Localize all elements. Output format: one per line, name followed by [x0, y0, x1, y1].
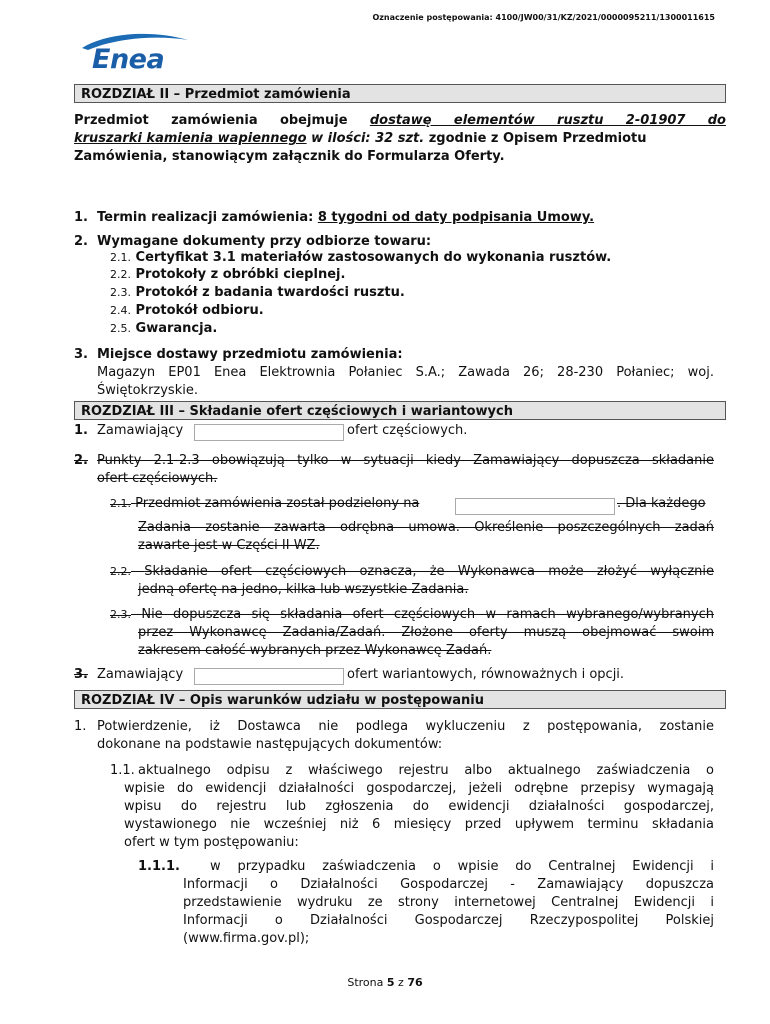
doc-text: Certyfikat 3.1 materiałów zastosowanych do wykonania rusztów.: [135, 250, 612, 265]
s2-intro: [74, 112, 726, 166]
s3-p23-line-3: zakresem całość wybranych przez Wykonawcę Zadań.: [138, 643, 492, 658]
s4-p111-line-2: Informacji o Działalności Gospodarczej - Zamawiający dopuszcza: [183, 877, 714, 892]
s3-p2-line-2: ofert częściowych.: [97, 471, 218, 486]
s4-p111-line-4: Informacji o Działalności Gospodarczej Rzeczypospolitej Polskiej: [183, 913, 714, 928]
doc-number: 2.3.: [110, 286, 131, 299]
doc-text: Gwarancja.: [135, 321, 218, 336]
s4-p111-num: 1.1.1.: [138, 859, 180, 874]
s3-p1-text-2: ofert częściowych.: [347, 423, 468, 438]
delivery-term-label: Termin realizacji zamówienia:: [97, 210, 318, 225]
delivery-address-2: Świętokrzyskie.: [97, 383, 198, 398]
s3-p2-line-1: Punkty 2.1-2.3 obowiązują tylko w sytuacji kiedy Zamawiający dopuszcza składanie: [97, 453, 714, 468]
s2-item-3-num: 3.: [74, 347, 88, 362]
s3-p3-text: Zamawiający: [97, 667, 184, 682]
s2-intro-text-2: zgodnie z Opisem Przedmiotu: [424, 131, 647, 146]
footer-sep: z: [394, 976, 408, 989]
s3-p21-text-2: . Dla każdego: [617, 496, 706, 511]
doc-number: 2.1.: [110, 251, 131, 264]
section-4-title: ROZDZIAŁ IV – Opis warunków udziału w postępowaniu: [74, 690, 726, 709]
s2-intro-subject-cont: kruszarki kamienia wapiennego: [74, 131, 307, 146]
tasks-count-field[interactable]: [455, 498, 615, 515]
delivery-term-value: 8 tygodni od daty podpisania Umowy.: [317, 210, 595, 225]
s4-p11-line-5: ofert w tym postępowaniu:: [124, 835, 299, 850]
s3-p21-line-2: Zadania zostanie zawarta odrębna umowa. Określenie poszczególnych zadań: [138, 520, 714, 535]
p22-text: Składanie ofert częściowych oznacza, że Wykonawca może złożyć wyłącznie: [144, 564, 714, 579]
s3-p1-text: Zamawiający: [97, 423, 184, 438]
s4-p11-line-1: aktualnego odpisu z właściwego rejestru albo aktualnego zaświadczenia o: [138, 763, 714, 778]
p22-number: 2.2.: [110, 565, 131, 578]
s2-doc-4: [110, 302, 264, 320]
s2-item-2-num: 2.: [74, 234, 88, 249]
doc-text: Protokół z badania twardości rusztu.: [135, 285, 405, 300]
s4-p1-line-2: dokonane na podstawie następujących dokumentów:: [97, 737, 443, 752]
s2-doc-3: [110, 284, 405, 302]
s2-item-1-num: 1.: [74, 210, 88, 225]
doc-text: Protokoły z obróbki cieplnej.: [135, 267, 346, 282]
s2-item-2: Wymagane dokumenty przy odbiorze towaru:: [97, 234, 432, 249]
s4-p111-line-5: (www.firma.gov.pl);: [183, 931, 310, 946]
s2-item-1: [97, 209, 594, 227]
footer-prefix: Strona: [347, 976, 387, 989]
total-pages: 76: [407, 976, 423, 989]
s2-item-3: Miejsce dostawy przedmiotu zamówienia:: [97, 347, 403, 362]
s4-p1-num: 1.: [74, 719, 87, 734]
s4-p111-line-1: w przypadku zaświadczenia o wpisie do Centralnej Ewidencji i: [210, 859, 714, 874]
case-number: Oznaczenie postępowania: 4100/JW00/31/KZ/2021/0000095211/1300011615: [372, 13, 715, 22]
delivery-address: Magazyn EP01 Enea Elektrownia Połaniec S.A.; Zawada 26; 28-230 Połaniec; woj.: [97, 365, 714, 380]
doc-number: 2.4.: [110, 304, 131, 317]
s2-intro-text: Przedmiot zamówienia obejmuje: [74, 113, 370, 128]
partial-offers-field[interactable]: [194, 424, 344, 441]
doc-text: Protokół odbioru.: [135, 303, 264, 318]
s3-p22-line-2: jedną ofertę na jedno, kilka lub wszystkie Zadania.: [138, 582, 469, 597]
s3-p23: [110, 606, 714, 624]
s3-p1-num: 1.: [74, 423, 88, 438]
s4-p1-line-1: Potwierdzenie, iż Dostawca nie podlega wykluczeniu z postępowania, zostanie: [97, 719, 714, 734]
variant-offers-field[interactable]: [194, 668, 344, 685]
s3-p3-num: 3.: [74, 667, 88, 682]
s3-p2-num: 2.: [74, 453, 88, 468]
s4-p11-line-4: wystawionego nie wcześniej niż 6 miesięcy przed upływem terminu składania: [124, 817, 714, 832]
s2-intro-subject: dostawę elementów rusztu 2-01907 do: [369, 113, 726, 128]
doc-number: 2.2.: [110, 268, 131, 281]
s3-p21-line-3: zawarte jest w Części II WZ.: [138, 538, 320, 553]
current-page: 5: [386, 976, 395, 989]
page-footer: [0, 976, 770, 989]
s3-p21: [110, 495, 419, 513]
s4-p11-line-2: wpisie do ewidencji działalności gospodarczej, jeżeli odrębne przepisy wymagają: [124, 781, 714, 796]
p23-text: Nie dopuszcza się składania ofert częściowych w ramach wybranego/wybranych: [141, 607, 714, 622]
doc-number: 2.5.: [110, 322, 131, 335]
p23-number: 2.3.: [110, 608, 131, 621]
s3-p3-text-2: ofert wariantowych, równoważnych i opcji.: [347, 667, 625, 682]
logo-text: Enea: [92, 44, 165, 75]
section-3-title: ROZDZIAŁ III – Składanie ofert częściowych i wariantowych: [74, 401, 726, 420]
s2-intro-text-3: Zamówienia, stanowiącym załącznik do Formularza Oferty.: [74, 149, 505, 164]
s3-p22: [110, 563, 714, 581]
s2-intro-quantity: w ilości: 32 szt.: [306, 131, 425, 146]
p21-number: 2.1.: [110, 497, 131, 510]
s3-p23-line-2: przez Wykonawcę Zadania/Zadań. Złożone oferty muszą obejmować swoim: [138, 625, 714, 640]
s2-doc-1: [110, 249, 611, 267]
s2-doc-2: [110, 266, 345, 284]
s4-p11-line-3: wpisu do rejestru lub zgłoszenia do ewidencji działalności gospodarczej,: [124, 799, 714, 814]
p21-text: Przedmiot zamówienia został podzielony na: [135, 496, 420, 511]
enea-logo: [78, 30, 198, 76]
section-2-title: ROZDZIAŁ II – Przedmiot zamówienia: [74, 84, 726, 103]
s4-p11-num: 1.1.: [110, 763, 135, 778]
s2-doc-5: [110, 320, 217, 338]
s4-p111-line-3: przedstawienie wydruku ze strony internetowej Centralnej Ewidencji i: [183, 895, 714, 910]
